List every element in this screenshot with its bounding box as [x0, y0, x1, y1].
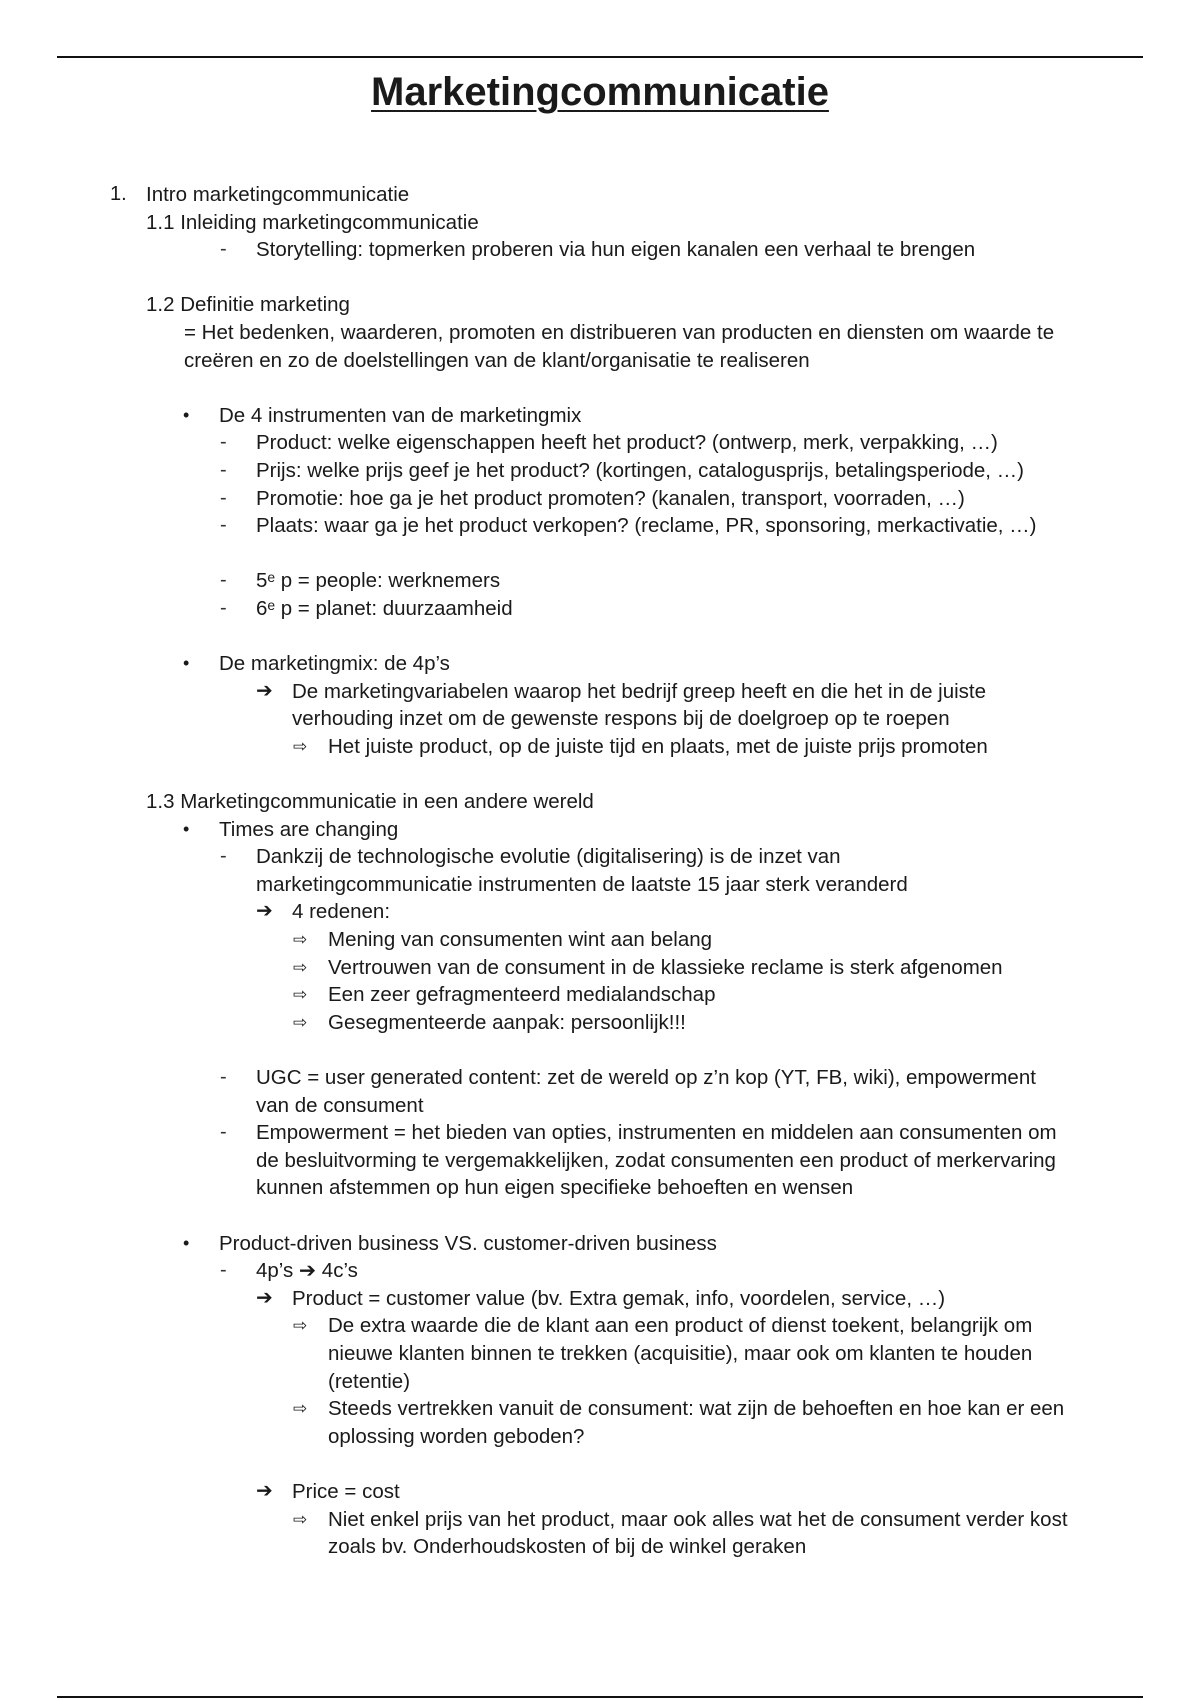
line-text: creëren en zo de doelstellingen van de klant/organisatie te realiseren: [184, 348, 810, 372]
hollow-arrow-icon: ⇨: [293, 930, 308, 950]
line-text: Price = cost: [292, 1479, 400, 1503]
blank-line: [0, 1450, 1200, 1478]
line-text: Product: welke eigenschappen heeft het product? (ontwerp, merk, verpakking, …): [256, 431, 998, 455]
list-item: [0, 1147, 1200, 1175]
bullet-icon: •: [183, 653, 190, 674]
list-item: [0, 1119, 1200, 1147]
line-text: zoals bv. Onderhoudskosten of bij de winkel geraken: [328, 1535, 807, 1559]
line-text: Promotie: hoe ga je het product promoten? (kanalen, transport, voorraden, …): [256, 486, 965, 510]
list-item: [0, 1423, 1200, 1451]
dash-bullet-icon: -: [220, 238, 227, 261]
list-item: [0, 209, 1200, 237]
hollow-arrow-icon: ⇨: [293, 985, 308, 1005]
list-item: [0, 1478, 1200, 1506]
list-item: [0, 1533, 1200, 1561]
list-item: [0, 512, 1200, 540]
list-item: [0, 871, 1200, 899]
list-item: [0, 788, 1200, 816]
list-item: [0, 705, 1200, 733]
list-item: [0, 567, 1200, 595]
list-item: [0, 1092, 1200, 1120]
blank-line: [0, 1202, 1200, 1230]
hollow-arrow-icon: ⇨: [293, 736, 308, 756]
list-item: [0, 1368, 1200, 1396]
dash-bullet-icon: -: [220, 514, 227, 537]
list-item: [0, 1230, 1200, 1258]
line-text: Times are changing: [219, 817, 399, 841]
list-item: [0, 1257, 1200, 1285]
blank-line: [0, 264, 1200, 292]
line-text: verhouding inzet om de gewenste respons bij de doelgroep op te roepen: [292, 707, 950, 731]
line-text: van de consument: [256, 1093, 424, 1117]
list-item: [0, 1009, 1200, 1037]
blank-line: [0, 374, 1200, 402]
arrow-right-icon: ➔: [256, 1479, 273, 1502]
dash-bullet-icon: -: [220, 1259, 227, 1282]
list-item: [0, 429, 1200, 457]
document-body: [0, 181, 1200, 1561]
line-text: Prijs: welke prijs geef je het product? (kortingen, catalogusprijs, betalingsperiode, …): [256, 458, 1024, 482]
line-text: Intro marketingcommunicatie: [146, 183, 410, 206]
list-item: [0, 1506, 1200, 1534]
arrow-right-icon: ➔: [256, 900, 273, 923]
list-item: [0, 1395, 1200, 1423]
list-item: [0, 1312, 1200, 1340]
dash-bullet-icon: -: [220, 1066, 227, 1088]
line-text: 5ᵉ p = people: werknemers: [256, 569, 501, 593]
page-title: Marketingcommunicatie: [371, 70, 829, 114]
bullet-icon: •: [183, 404, 190, 425]
line-text: Het juiste product, op de juiste tijd en plaats, met de juiste prijs promoten: [328, 734, 988, 758]
list-number: 1.: [110, 183, 127, 205]
list-item: [0, 733, 1200, 761]
dash-bullet-icon: -: [220, 569, 227, 592]
top-rule: [57, 56, 1143, 58]
line-text: Empowerment = het bieden van opties, instrumenten en middelen aan consumenten om: [256, 1121, 1057, 1145]
bullet-icon: •: [183, 1232, 190, 1253]
list-item: [0, 1064, 1200, 1092]
list-item: [0, 319, 1200, 347]
line-text: Niet enkel prijs van het product, maar ook alles wat het de consument verder kost: [328, 1507, 1068, 1531]
list-item: [0, 1174, 1200, 1202]
list-item: [0, 898, 1200, 926]
line-text: Vertrouwen van de consument in de klassieke reclame is sterk afgenomen: [328, 955, 1003, 979]
hollow-arrow-icon: ⇨: [293, 957, 308, 977]
hollow-arrow-icon: ⇨: [293, 1399, 308, 1419]
list-item: [0, 1285, 1200, 1313]
hollow-arrow-icon: ⇨: [293, 1509, 308, 1529]
line-text: De marketingmix: de 4p’s: [219, 652, 450, 676]
list-item: [0, 457, 1200, 485]
line-text: De 4 instrumenten van de marketingmix: [219, 403, 582, 427]
bottom-rule: [57, 1696, 1143, 1698]
arrow-right-icon: ➔: [256, 679, 273, 702]
list-item: [0, 595, 1200, 623]
line-text: 4 redenen:: [292, 900, 391, 924]
dash-bullet-icon: -: [220, 431, 227, 454]
list-item: [0, 402, 1200, 430]
bullet-icon: •: [183, 818, 190, 839]
blank-line: [0, 540, 1200, 568]
list-item: [0, 347, 1200, 375]
blank-line: [0, 1036, 1200, 1064]
line-text: de besluitvorming te vergemakkelijken, zodat consumenten een product of merkervaring: [256, 1148, 1056, 1172]
line-text: 6ᵉ p = planet: duurzaamheid: [256, 596, 513, 620]
blank-line: [0, 760, 1200, 788]
dash-bullet-icon: -: [220, 845, 227, 868]
line-text: UGC = user generated content: zet de wereld op z’n kop (YT, FB, wiki), empowerment: [256, 1066, 1036, 1089]
line-text: De marketingvariabelen waarop het bedrijf greep heeft en die het in de juiste: [292, 679, 987, 703]
line-text: Een zeer gefragmenteerd medialandschap: [328, 983, 716, 1007]
list-item: [0, 236, 1200, 264]
hollow-arrow-icon: ⇨: [293, 1316, 308, 1336]
dash-bullet-icon: -: [220, 1121, 227, 1144]
list-item: [0, 816, 1200, 844]
dash-bullet-icon: -: [220, 486, 227, 509]
line-text: marketingcommunicatie instrumenten de laatste 15 jaar sterk veranderd: [256, 872, 908, 896]
line-text: De extra waarde die de klant aan een product of dienst toekent, belangrijk om: [328, 1314, 1033, 1338]
line-text: Product = customer value (bv. Extra gemak, info, voordelen, service, …): [292, 1286, 946, 1310]
list-item: [0, 678, 1200, 706]
list-item: [0, 954, 1200, 982]
list-item: [0, 981, 1200, 1009]
list-item: [0, 1340, 1200, 1368]
list-item: [0, 181, 1200, 209]
blank-line: [0, 623, 1200, 651]
list-item: [0, 291, 1200, 319]
line-text: = Het bedenken, waarderen, promoten en distribueren van producten en diensten om waarde te: [184, 320, 1055, 344]
list-item: [0, 650, 1200, 678]
line-text: Gesegmenteerde aanpak: persoonlijk!!!: [328, 1010, 686, 1034]
arrow-right-icon: ➔: [256, 1286, 273, 1309]
list-item: [0, 843, 1200, 871]
list-item: [0, 926, 1200, 954]
hollow-arrow-icon: ⇨: [293, 1012, 308, 1032]
line-text: 1.1 Inleiding marketingcommunicatie: [146, 210, 479, 234]
line-text: nieuwe klanten binnen te trekken (acquisitie), maar ook om klanten te houden: [328, 1341, 1033, 1365]
line-text: 1.2 Definitie marketing: [146, 293, 350, 317]
line-text: Product-driven business VS. customer-driven business: [219, 1231, 717, 1255]
line-text: Steeds vertrekken vanuit de consument: wat zijn de behoeften en hoe kan er een: [328, 1397, 1065, 1421]
line-text: Mening van consumenten wint aan belang: [328, 928, 713, 952]
line-text: oplossing worden geboden?: [328, 1424, 585, 1448]
line-text: (retentie): [328, 1369, 411, 1393]
line-text: Plaats: waar ga je het product verkopen? (reclame, PR, sponsoring, merkactivatie, …): [256, 514, 1037, 538]
line-text: Storytelling: topmerken proberen via hun eigen kanalen een verhaal te brengen: [256, 238, 976, 262]
dash-bullet-icon: -: [220, 458, 227, 481]
dash-bullet-icon: -: [220, 596, 227, 619]
line-text: Dankzij de technologische evolutie (digitalisering) is de inzet van: [256, 845, 841, 869]
list-item: [0, 485, 1200, 513]
line-text: 4p’s ➔ 4c’s: [256, 1259, 358, 1283]
line-text: kunnen afstemmen op hun eigen specifieke behoeften en wensen: [256, 1176, 854, 1200]
line-text: 1.3 Marketingcommunicatie in een andere wereld: [146, 790, 594, 814]
